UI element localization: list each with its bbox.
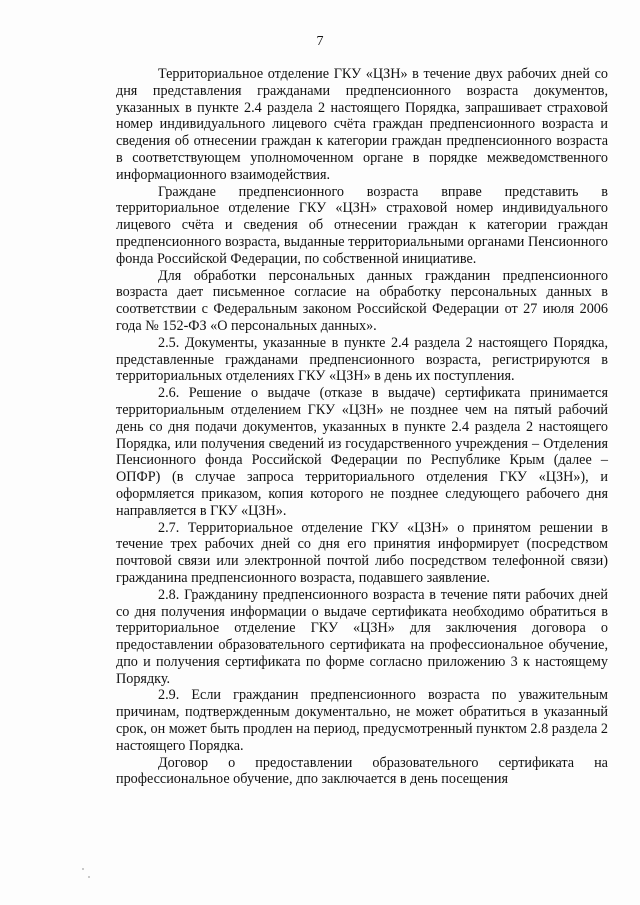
- scan-speck: [88, 876, 90, 878]
- scan-speck: [82, 868, 84, 870]
- page-number: 7: [316, 34, 324, 49]
- paragraph-2-5-registration: 2.5. Документы, указанные в пункте 2.4 раздела 2 настоящего Порядка, представленные гражданами предпенсионного возраста, регистрируются в территориальных отделениях ГКУ «ЦЗН» в день их поступления.: [116, 334, 608, 385]
- paragraph-contract-conclusion: Договор о предоставлении образовательного сертификата на профессиональное обучение, дпо заключается в день посещения: [116, 754, 608, 788]
- paragraph-personal-data-consent: Для обработки персональных данных гражданин предпенсионного возраста дает письменное согласие на обработку персональных данных в соответствии с Федеральным законом Российской Федерации от 27 июля 2006 года № 152-ФЗ «О персональных данных».: [116, 267, 608, 334]
- paragraph-citizens-right-to-submit: Граждане предпенсионного возраста вправе представить в территориальное отделение ГКУ «ЦЗН» страховой номер индивидуального лицевого счёта и сведения об отнесении граждан к категории граждан предпенсионного возраста, выданные территориальными органами Пенсионного фонда Российской Федерации, по собственной инициативе.: [116, 183, 608, 267]
- paragraph-2-9-extension: 2.9. Если гражданин предпенсионного возраста по уважительным причинам, подтвержденным документально, не может обратиться в указанный срок, он может быть продлен на период, предусмотренный пунктом 2.8 раздела 2 настоящего Порядка.: [116, 687, 608, 754]
- paragraph-2-6-decision: 2.6. Решение о выдаче (отказе в выдаче) сертификата принимается территориальным отделением ГКУ «ЦЗН» не позднее чем на пятый рабочий день со дня подачи документов, указанных в пункте 2.4 раздела 2 настоящего Порядка, или получения сведений из государственного учреждения – Отделения Пенсионного фонда Российской Федерации по Республике Крым (далее – ОПФР) (в случае запроса территориального отделения ГКУ «ЦЗН»), и оформляется приказом, копия которого не позднее следующего рабочего дня направляется в ГКУ «ЦЗН».: [116, 385, 608, 519]
- paragraph-2-8-contract: 2.8. Гражданину предпенсионного возраста в течение пяти рабочих дней со дня получения информации о выдаче сертификата необходимо обратиться в территориальное отделение ГКУ «ЦЗН» для заключения договора о предоставлении образовательного сертификата на профессиональное обучение, дпо и получения сертификата по форме согласно приложению 3 к настоящему Порядку.: [116, 586, 608, 687]
- document-body: [116, 66, 608, 788]
- paragraph-request-insurance-number: Территориальное отделение ГКУ «ЦЗН» в течение двух рабочих дней со дня представления гражданами предпенсионного возраста документов, указанных в пункте 2.4 раздела 2 настоящего Порядка, запрашивает страховой номер индивидуального лицевого счёта граждан предпенсионного возраста и сведения об отнесении граждан к категории граждан предпенсионного возраста в соответствующем уполномоченном органе в порядке межведомственного информационного взаимодействия.: [116, 66, 608, 183]
- paragraph-2-7-notification: 2.7. Территориальное отделение ГКУ «ЦЗН» о принятом решении в течение трех рабочих дней со дня его принятия информирует (посредством почтовой связи или электронной почтой либо посредством телефонной связи) гражданина предпенсионного возраста, подавшего заявление.: [116, 519, 608, 586]
